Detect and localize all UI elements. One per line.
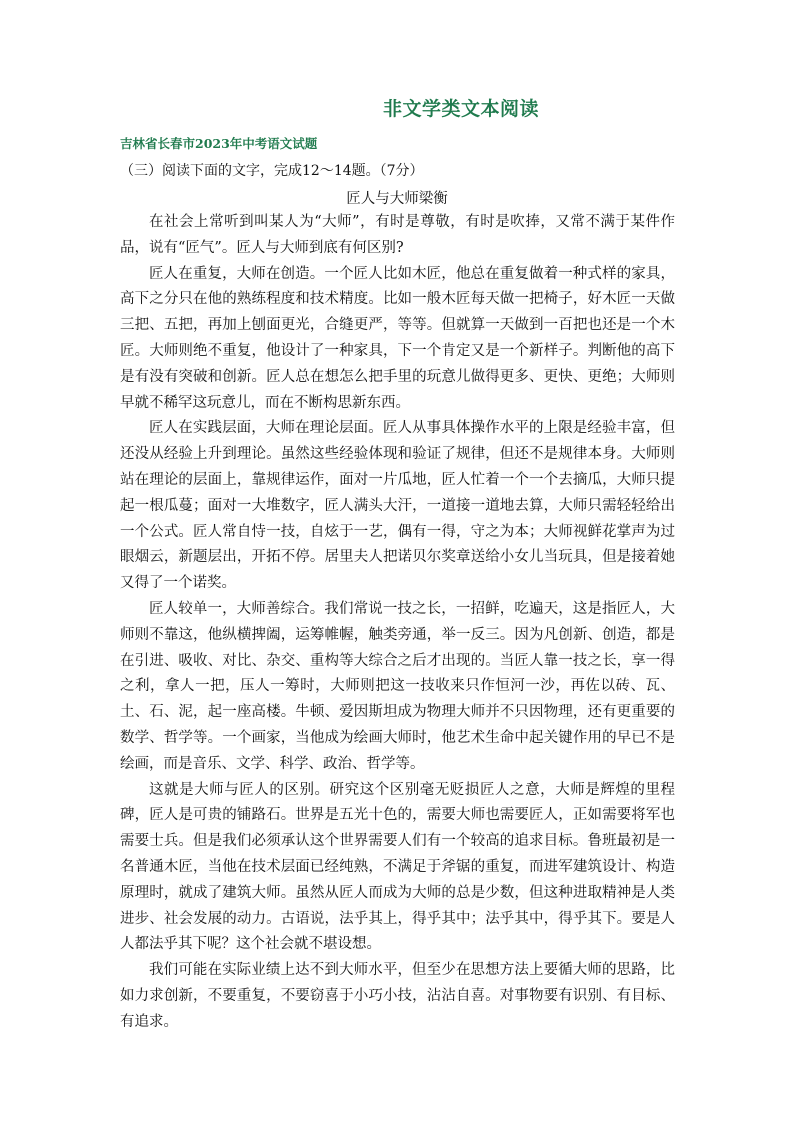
article-body [120, 210, 675, 1036]
article-title: 匠人与大师梁衡 [346, 191, 448, 207]
article-paragraph: 匠人较单一，大师善综合。我们常说一技之长，一招鲜，吃遍天，这是指匠人，大师则不靠这，他纵横捭阖，运筹帷幄，触类旁通，举一反三。因为凡创新、创造，都是在引进、吸收、对比、杂交、重构等大综合之后才出现的。当匠人靠一技之长，享一得之利，拿人一把，压人一筹时，大师则把这一技收来只作恒河一沙，再佐以砖、瓦、土、石、泥，起一座高楼。牛顿、爱因斯坦成为物理大师并不只因物理，还有更重要的数学、哲学等。一个画家，当他成为绘画大师时，他艺术生命中起关键作用的早已不是绘画，而是音乐、文学、科学、政治、哲学等。 [120, 600, 675, 772]
article-paragraph: 匠人在重复，大师在创造。一个匠人比如木匠，他总在重复做着一种式样的家具，高下之分只在他的熟练程度和技术精度。比如一般木匠每天做一把椅子，好木匠一天做三把、五把，再加上刨面更光，合缝更严，等等。但就算一天做到一百把也还是一个木匠。大师则绝不重复，他设计了一种家具，下一个肯定又是一个新样子。判断他的高下是有没有突破和创新。匠人总在想怎么把手里的玩意儿做得更多、更快、更绝；大师则早就不稀罕这玩意儿，而在不断构思新东西。 [120, 265, 675, 411]
article-paragraph: 这就是大师与匠人的区别。研究这个区别毫无贬损匠人之意，大师是辉煌的里程碑，匠人是可贵的铺路石。世界是五光十色的，需要大师也需要匠人，正如需要将军也需要士兵。但是我们必须承认这个世界需要人们有一个较高的追求目标。鲁班最初是一名普通木匠，当他在技术层面已经纯熟，不满足于斧锯的重复，而进军建筑设计、构造原理时，就成了建筑大师。虽然从匠人而成为大师的总是少数，但这种进取精神是人类进步、社会发展的动力。古语说，法乎其上，得乎其中；法乎其中，得乎其下。要是人人都法乎其下呢？这个社会就不堪设想。 [120, 781, 675, 953]
article-paragraph: 匠人在实践层面，大师在理论层面。匠人从事具体操作水平的上限是经验丰富，但还没从经验上升到理论。虽然这些经验体现和验证了规律，但还不是规律本身。大师则站在理论的层面上，靠规律运作，面对一片瓜地，匠人忙着一个一个去摘瓜，大师只提起一根瓜蔓；面对一大堆数字，匠人满头大汗，一道接一道地去算，大师只需轻轻给出一个公式。匠人常自恃一技，自炫于一艺，偶有一得，守之为本；大师视鲜花掌声为过眼烟云，新题层出，开拓不停。居里夫人把诺贝尔奖章送给小女儿当玩具，但是接着她又得了一个诺奖。 [120, 420, 675, 592]
article-paragraph: 我们可能在实际业绩上达不到大师水平，但至少在思想方法上要循大师的思路，比如力求创新，不要重复，不要窃喜于小巧小技，沾沾自喜。对事物要有识别、有目标、有追求。 [120, 962, 675, 1030]
article-paragraph: 在社会上常听到叫某人为“大师”，有时是尊敬，有时是吹捧，又常不满于某件作品，说有“匠气”。匠人与大师到底有何区别? [120, 214, 675, 256]
exam-source: 吉林省长春市2023年中考语文试题 [120, 136, 318, 151]
question-instruction: （三）阅读下面的文字，完成12～14题。（7分） [120, 163, 424, 179]
page-title: 非文学类文本阅读 [383, 98, 540, 120]
